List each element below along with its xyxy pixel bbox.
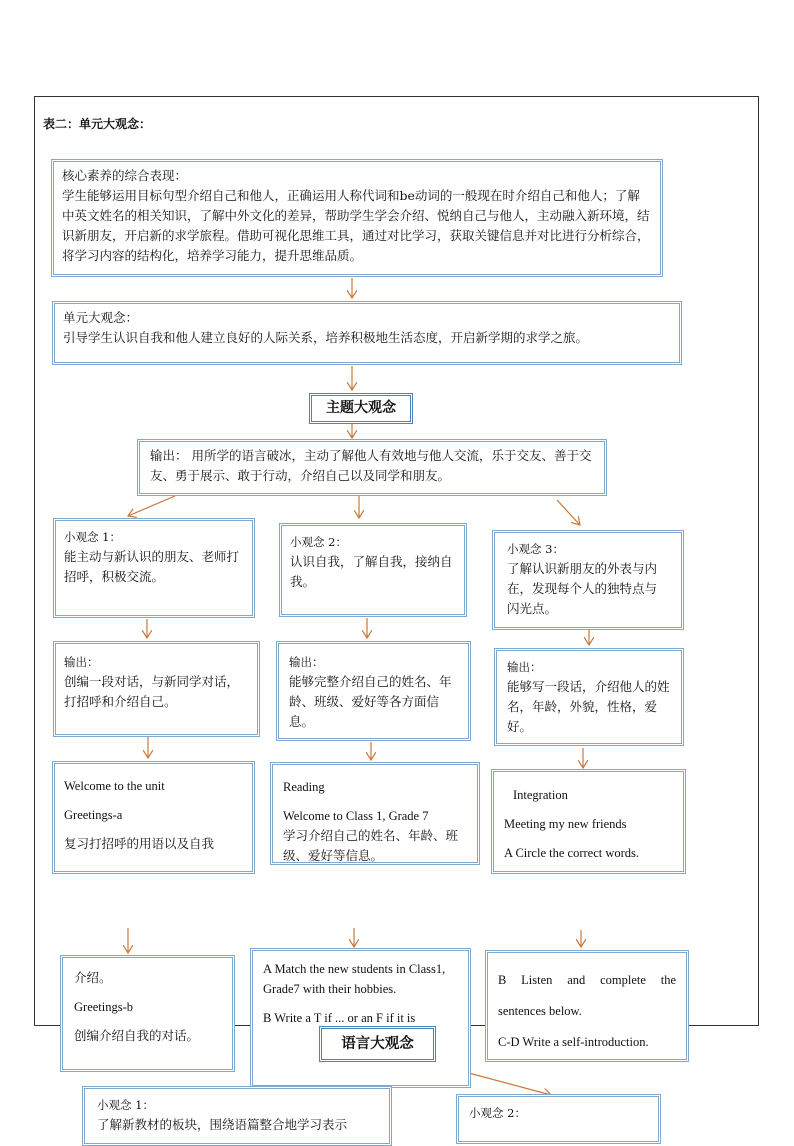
bottom-idea-1-box (82, 1086, 392, 1146)
idea-1-label: 小观念 1： (64, 530, 121, 544)
lesson-3-line2: Meeting my new friends (504, 817, 627, 831)
lower-1-line3: 创编介绍自我的对话。 (74, 1029, 200, 1043)
theme-output-box (137, 439, 607, 496)
unit-label: 单元大观念： (63, 310, 139, 325)
bottom-idea-1-text: 了解新教材的板块，围绕语篇整合地学习表示 (97, 1117, 348, 1132)
lesson-2-line3: 学习介绍自己的姓名、年龄、班级、爱好等信息。 (283, 829, 459, 863)
theme-output-text: 输出： 用所学的语言破冰，主动了解他人有效地与他人交流，乐于交友、善于交友、勇于展示、敢于行动，介绍自己以及同学和朋友。 (150, 448, 592, 483)
lesson-3-line1: Integration (513, 788, 568, 802)
lower-2-line2: B Write a T if ... or an F if it is (263, 1011, 416, 1025)
idea-2-text: 认识自我，了解自我，接纳自我。 (290, 554, 453, 589)
output-3-box (494, 648, 684, 746)
lower-1-line1: 介绍。 (74, 971, 112, 985)
bottom-idea-1-label: 小观念 1： (97, 1098, 154, 1112)
core-competence-box (51, 159, 663, 277)
theme-heading: 主题大观念 (309, 393, 413, 424)
idea-1-text: 能主动与新认识的朋友、老师打招呼，积极交流。 (64, 549, 240, 584)
output-1-text: 创编一段对话，与新同学对话，打招呼和介绍自己。 (64, 674, 240, 709)
idea-2-label: 小观念 2： (290, 535, 347, 549)
idea-3-label: 小观念 3： (507, 542, 564, 556)
output-2-box (276, 641, 471, 741)
lesson-1-line1: Welcome to the unit (64, 779, 165, 793)
lesson-2-line1: Reading (283, 780, 325, 794)
bottom-idea-2-box (456, 1094, 661, 1144)
idea-1-box (53, 518, 255, 618)
output-1-label: 输出： (64, 655, 99, 669)
output-2-text: 能够完整介绍自己的姓名、年龄、班级、爱好等各方面信息。 (289, 674, 452, 729)
unit-idea-box (52, 301, 682, 365)
core-label: 核心素养的综合表现： (62, 168, 188, 183)
lesson-2-line2: Welcome to Class 1, Grade 7 (283, 809, 429, 823)
bottom-idea-2-label: 小观念 2： (469, 1106, 526, 1120)
language-heading: 语言大观念 (319, 1026, 436, 1062)
lower-3-line2: C-D Write a self-introduction. (498, 1035, 649, 1049)
idea-3-box (492, 530, 684, 630)
lesson-1-box (52, 761, 255, 874)
output-1-box (53, 641, 260, 737)
output-3-label: 输出： (507, 660, 542, 674)
idea-2-box (279, 523, 467, 617)
lower-2-line1: A Match the new students in Class1, Grade7 with their hobbies. (263, 962, 446, 996)
lesson-3-box (491, 769, 686, 874)
lower-1-line2: Greetings-b (74, 1000, 134, 1014)
output-3-text: 能够写一段话，介绍他人的姓名，年龄，外貌，性格，爱好。 (507, 679, 670, 734)
lesson-1-line3: 复习打招呼的用语以及自我 (64, 837, 215, 851)
lesson-3-line3: A Circle the correct words. (504, 846, 640, 860)
table-title: 表二：单元大观念： (43, 117, 152, 131)
lower-2-box (250, 948, 471, 1088)
output-2-label: 输出： (289, 655, 324, 669)
lower-1-box (60, 955, 235, 1072)
lower-3-line1: B Listen and complete the sentences below. (498, 973, 676, 1018)
idea-3-text: 了解认识新朋友的外表与内在，发现每个人的独特点与闪光点。 (507, 561, 658, 616)
lesson-1-line2: Greetings-a (64, 808, 123, 822)
lesson-2-box (270, 762, 480, 865)
unit-text: 引导学生认识自我和他人建立良好的人际关系，培养积极地生活态度，开启新学期的求学之旅。 (63, 330, 589, 345)
lower-3-box (485, 950, 689, 1062)
core-text: 学生能够运用目标句型介绍自己和他人，正确运用人称代词和be动词的一般现在时介绍自己和他人；了解中英文姓名的相关知识，了解中外文化的差异，帮助学生学会介绍、悦纳自己与他人，主动融入新环境，结识新朋友，开启新的求学旅程。借助可视化思维工具，通过对比学习，获取关键信息并对比进行分析综合，将学习内容的结构化，培养学习能力，提升思维品质。 (62, 188, 650, 263)
